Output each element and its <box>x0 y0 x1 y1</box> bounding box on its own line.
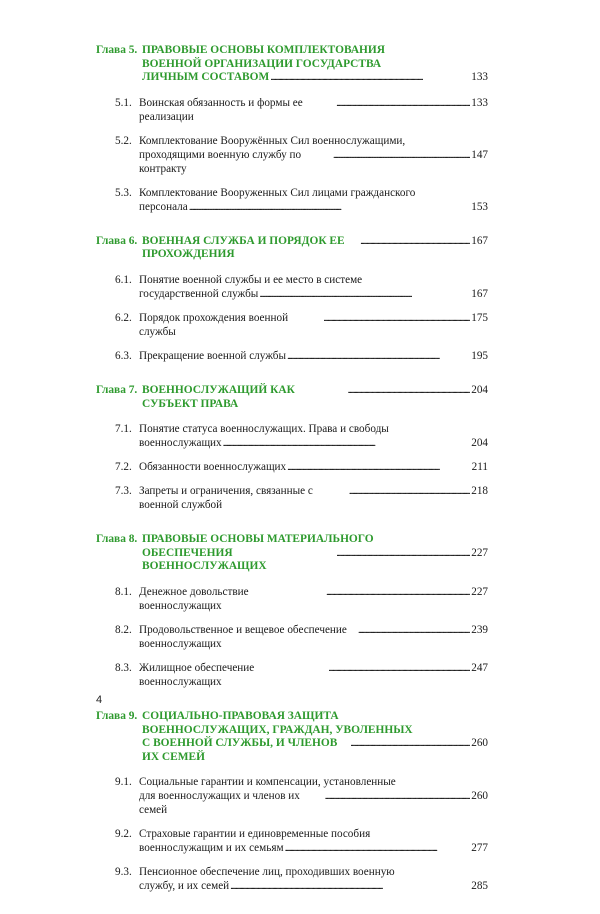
dot-leader <box>259 287 470 301</box>
section-page-number: 204 <box>471 437 488 450</box>
section-page-number: 147 <box>471 148 488 161</box>
dot-leader <box>360 235 470 249</box>
chapter-title-line: ВОЕННОЙ ОРГАНИЗАЦИИ ГОСУДАРСТВА <box>142 57 382 70</box>
dot-leader <box>287 349 470 363</box>
section-page-number: 195 <box>471 349 488 362</box>
dot-leader <box>358 623 470 637</box>
section-title-line: службу, и их семей <box>139 880 230 893</box>
section-page-number: 239 <box>471 623 488 636</box>
chapter-page-number: 227 <box>471 546 488 559</box>
section-number: 9.3. <box>115 866 132 879</box>
toc-section-entry[interactable] <box>115 827 488 855</box>
toc-section-entry[interactable] <box>115 460 488 474</box>
dot-leader <box>328 661 470 675</box>
toc-section-entry[interactable] <box>115 484 488 512</box>
section-number: 6.1. <box>115 273 132 286</box>
section-number: 9.1. <box>115 776 132 789</box>
table-of-contents <box>96 44 488 914</box>
dot-leader <box>333 148 470 162</box>
toc-chapter <box>96 533 488 689</box>
section-number: 8.2. <box>115 623 132 636</box>
section-title-line: Комплектование Вооруженных Сил лицами гражданского <box>139 186 416 199</box>
chapter-label: Глава 7. <box>96 383 138 396</box>
dot-leader <box>270 71 470 85</box>
section-title-line: Обязанности военнослужащих <box>139 461 287 474</box>
toc-section-entry[interactable] <box>115 311 488 339</box>
dot-leader <box>223 436 471 450</box>
section-page-number: 247 <box>471 661 488 674</box>
toc-chapter <box>96 44 488 214</box>
toc-chapter <box>96 235 488 363</box>
chapter-label: Глава 6. <box>96 234 138 247</box>
section-page-number: 260 <box>471 790 488 803</box>
chapter-title-line: ПРАВОВЫЕ ОСНОВЫ МАТЕРИАЛЬНОГО <box>142 533 374 546</box>
toc-section-entry[interactable] <box>115 865 488 893</box>
section-title-line: проходящими военную службу по контракту <box>139 148 302 175</box>
chapter-title-line: ВОЕННОСЛУЖАЩИЙ КАК СУБЪЕКТ ПРАВА <box>142 383 295 410</box>
dot-leader <box>285 841 471 855</box>
section-title-line: для военнослужащих и членов их семей <box>139 790 300 817</box>
section-title-line: персонала <box>139 200 188 213</box>
chapter-label: Глава 9. <box>96 709 138 722</box>
chapter-label: Глава 8. <box>96 533 138 546</box>
section-page-number: 218 <box>471 485 488 498</box>
section-title-line: Жилищное обеспечение военнослужащих <box>139 661 255 688</box>
chapter-title[interactable] <box>96 533 488 574</box>
section-number: 5.1. <box>115 96 132 109</box>
toc-section-entry[interactable] <box>115 96 488 124</box>
chapter-title-line: ПРАВОВЫЕ ОСНОВЫ КОМПЛЕКТОВАНИЯ <box>142 44 385 56</box>
dot-leader <box>326 585 470 599</box>
toc-section-entry[interactable] <box>115 661 488 689</box>
page-number: 4 <box>96 694 103 706</box>
dot-leader <box>287 460 470 474</box>
dot-leader <box>336 96 470 110</box>
dot-leader <box>349 484 471 498</box>
section-title-line: Пенсионное обеспечение лиц, проходивших военную <box>139 866 395 879</box>
chapter-title-line: С ВОЕННОЙ СЛУЖБЫ, И ЧЛЕНОВ ИХ СЕМЕЙ <box>142 737 338 763</box>
section-title-line: Социальные гарантии и компенсации, установленные <box>139 776 396 789</box>
section-page-number: 285 <box>471 880 488 893</box>
section-number: 5.2. <box>115 134 132 147</box>
chapter-title-line: СОЦИАЛЬНО-ПРАВОВАЯ ЗАЩИТА <box>142 709 339 722</box>
dot-leader <box>347 384 470 398</box>
toc-chapter <box>96 384 488 512</box>
section-title-line: Денежное довольствие военнослужащих <box>139 585 249 612</box>
section-title-line: военнослужащих <box>139 437 222 450</box>
toc-section-entry[interactable] <box>115 134 488 176</box>
section-number: 8.3. <box>115 661 132 674</box>
section-number: 7.2. <box>115 461 132 474</box>
toc-section-entry[interactable] <box>115 585 488 613</box>
chapter-title[interactable] <box>96 235 488 262</box>
dot-leader <box>350 737 470 751</box>
dot-leader <box>189 200 471 214</box>
dot-leader <box>336 547 470 561</box>
dot-leader <box>323 311 470 325</box>
section-title-line: Воинская обязанность и формы ее реализации <box>139 96 303 123</box>
chapter-page-number: 133 <box>471 71 488 84</box>
section-title-line: военнослужащим и их семьям <box>139 842 284 855</box>
section-title-line: Понятие военной службы и ее место в системе <box>139 273 363 286</box>
section-title-line: Порядок прохождения военной службы <box>139 311 289 338</box>
section-page-number: 211 <box>471 461 488 474</box>
chapter-title[interactable] <box>96 384 488 411</box>
section-number: 7.3. <box>115 485 132 498</box>
chapter-page-number: 167 <box>471 234 488 247</box>
toc-section-entry[interactable] <box>115 422 488 450</box>
section-title-line: Запреты и ограничения, связанные с военной службой <box>139 485 313 512</box>
section-page-number: 133 <box>471 96 488 109</box>
dot-leader <box>230 879 470 893</box>
toc-section-entry[interactable] <box>115 349 488 363</box>
dot-leader <box>325 789 471 803</box>
section-number: 7.1. <box>115 423 132 436</box>
section-title-line: Страховые гарантии и единовременные пособия <box>139 828 371 841</box>
section-page-number: 153 <box>471 200 488 213</box>
section-number: 6.3. <box>115 349 132 362</box>
section-page-number: 175 <box>471 311 488 324</box>
section-title-line: Прекращение военной службы <box>139 349 286 362</box>
section-title-line: государственной службы <box>139 287 259 300</box>
section-title-line: Комплектование Вооружённых Сил военнослужащими, <box>139 134 406 147</box>
section-number: 8.1. <box>115 585 132 598</box>
section-page-number: 227 <box>471 585 488 598</box>
section-page-number: 167 <box>471 287 488 300</box>
chapter-page-number: 260 <box>471 737 488 750</box>
toc-section-entry[interactable] <box>115 273 488 301</box>
section-number: 9.2. <box>115 828 132 841</box>
section-number: 5.3. <box>115 186 132 199</box>
toc-section-entry[interactable] <box>115 775 488 817</box>
chapter-title[interactable] <box>96 44 488 85</box>
section-number: 6.2. <box>115 311 132 324</box>
toc-section-entry[interactable] <box>115 623 488 651</box>
chapter-title[interactable] <box>96 710 488 764</box>
toc-section-entry[interactable] <box>115 186 488 214</box>
chapter-page-number: 204 <box>471 383 488 396</box>
chapter-title-line: ОБЕСПЕЧЕНИЯ ВОЕННОСЛУЖАЩИХ <box>142 546 267 573</box>
chapter-label: Глава 5. <box>96 44 138 56</box>
chapter-title-line: ЛИЧНЫМ СОСТАВОМ <box>142 71 270 84</box>
toc-chapter <box>96 710 488 893</box>
section-title-line: Продовольственное и вещевое обеспечение военнослужащих <box>139 623 347 650</box>
section-page-number: 277 <box>471 842 488 855</box>
section-title-line: Понятие статуса военнослужащих. Права и свободы <box>139 423 389 436</box>
chapter-title-line: ВОЕННАЯ СЛУЖБА И ПОРЯДОК ЕЕ ПРОХОЖДЕНИЯ <box>142 234 345 261</box>
chapter-title-line: ВОЕННОСЛУЖАЩИХ, ГРАЖДАН, УВОЛЕННЫХ <box>142 723 413 736</box>
